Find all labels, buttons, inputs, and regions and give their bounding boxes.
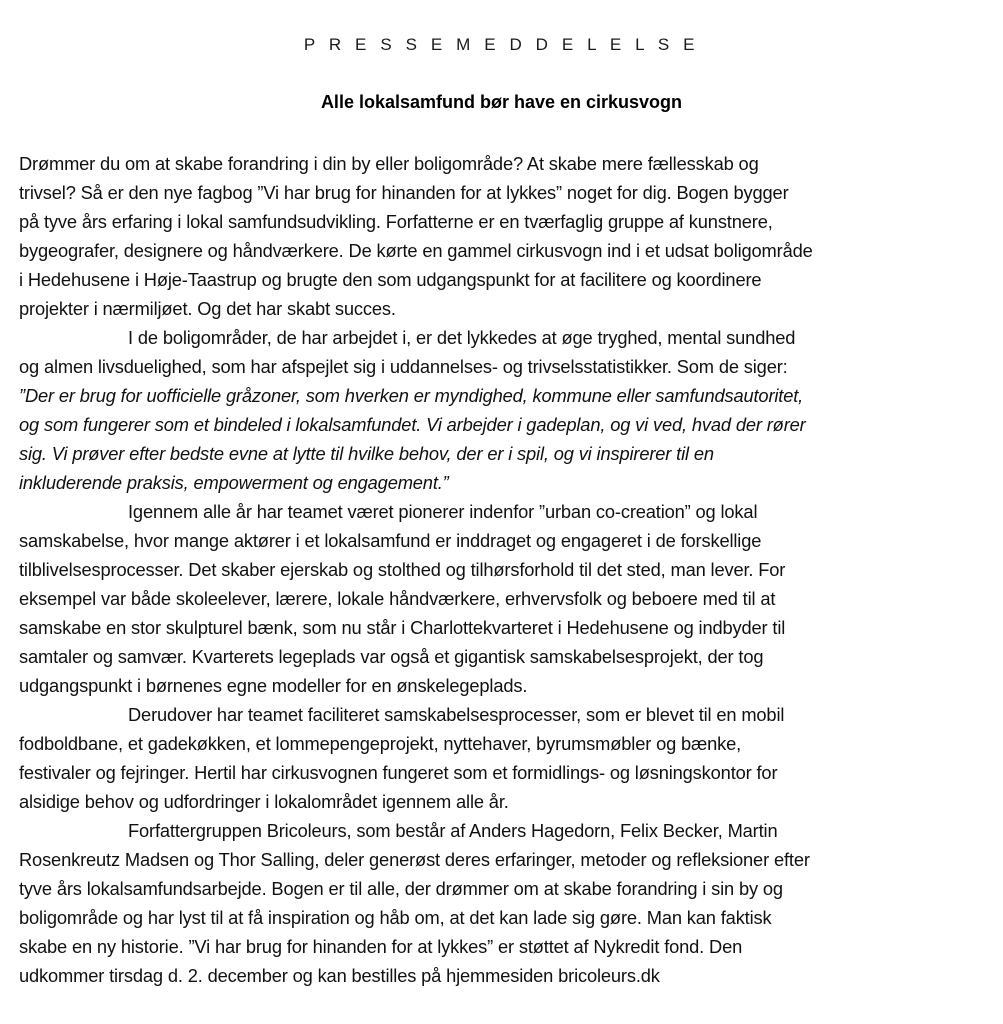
body-line: alsidige behov og udfordringer i lokalområdet igennem alle år. [19,791,509,812]
body-line: I de boligområder, de har arbejdet i, er det lykkedes at øge tryghed, mental sundhed [128,327,796,348]
body-line: projekter i nærmiljøet. Og det har skabt succes. [19,298,396,319]
body-line: skabe en ny historie. ”Vi har brug for hinanden for at lykkes” er støttet af Nykredit fond. Den [19,936,743,957]
body-line: Igennem alle år har teamet været pionerer indenfor ”urban co-creation” og lokal [128,501,758,522]
body-line: samtaler og samvær. Kvarterets legeplads var også et gigantisk samskabelsesprojekt, der tog [19,646,764,667]
body-line: Forfattergruppen Bricoleurs, som består af Anders Hagedorn, Felix Becker, Martin [128,820,778,841]
body-line: tilblivelsesprocesser. Det skaber ejerskab og stolthed og tilhørsforhold til det sted, man lever. For [19,559,786,580]
document-body [19,149,994,990]
body-line: Rosenkreutz Madsen og Thor Salling, deler generøst deres erfaringer, metoder og refleksioner efter [19,849,810,870]
body-line: boligområde og har lyst til at få inspiration og håb om, at det kan lade sig gøre. Man kan faktisk [19,907,772,928]
body-line: og almen livsduelighed, som har afspejlet sig i uddannelses- og trivselsstatistikker. Som de siger: [19,356,788,377]
body-line: eksempel var både skoleelever, lærere, lokale håndværkere, erhvervsfolk og beboere med til at [19,588,776,609]
body-line: bygeografer, designere og håndværkere. De kørte en gammel cirkusvogn ind i et udsat boligområde [19,240,813,261]
body-line: på tyve års erfaring i lokal samfundsudvikling. Forfatterne er en tværfaglig gruppe af kunstnere, [19,211,773,232]
body-line: samskabe en stor skulpturel bænk, som nu står i Charlottekvarteret i Hedehusene og indbyder til [19,617,786,638]
body-line: udgangspunkt i børnenes egne modeller for en ønskelegeplads. [19,675,528,696]
quote-line: ”Der er brug for uofficielle gråzoner, som hverken er myndighed, kommune eller samfundsautoritet, [19,385,804,406]
body-line: tyve års lokalsamfundsarbejde. Bogen er til alle, der drømmer om at skabe forandring i sin by og [19,878,783,899]
body-line: trivsel? Så er den nye fagbog ”Vi har brug for hinanden for at lykkes” noget for dig. Bogen bygger [19,182,789,203]
body-line: samskabelse, hvor mange aktører i et lokalsamfund er inddraget og engageret i de forskellige [19,530,762,551]
body-line: Drømmer du om at skabe forandring i din by eller boligområde? At skabe mere fællesskab og [19,153,759,174]
body-line: Derudover har teamet faciliteret samskabelsesprocesser, som er blevet til en mobil [128,704,785,725]
body-line: fodboldbane, et gadekøkken, et lommepengeprojekt, nyttehaver, byrumsmøbler og bænke, [19,733,742,754]
quote-line: sig. Vi prøver efter bedste evne at lytte til hvilke behov, der er i spil, og vi inspirerer til en [19,443,714,464]
document-kicker: P R E S S E M E D D E L E L S E [303,35,700,54]
body-line: festivaler og fejringer. Hertil har cirkusvognen fungeret som et formidlings- og løsningskontor for [19,762,778,783]
quote-line: og som fungerer som et bindeled i lokalsamfundet. Vi arbejder i gadeplan, og vi ved, hvad der rører [19,414,806,435]
body-line: i Hedehusene i Høje-Taastrup og brugte den som udgangspunkt for at facilitere og koordinere [19,269,762,290]
body-line: udkommer tirsdag d. 2. december og kan bestilles på hjemmesiden bricoleurs.dk [19,965,660,986]
document-headline: Alle lokalsamfund bør have en cirkusvogn [320,92,683,112]
quote-line: inkluderende praksis, empowerment og engagement.” [19,472,449,493]
